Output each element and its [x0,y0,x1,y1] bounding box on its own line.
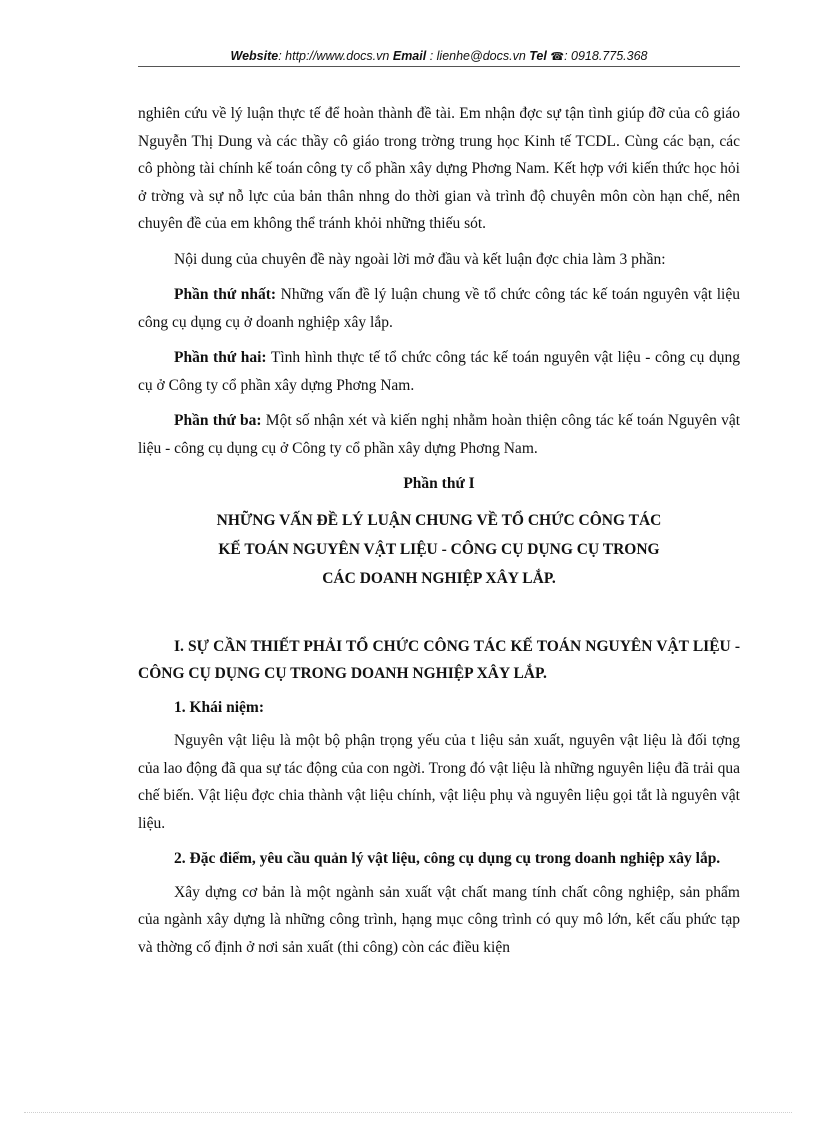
part-three-paragraph [138,407,740,462]
part-three-text: Một số nhận xét và kiến nghị nhằm hoàn thiện công tác kế toán Nguyên vật liệu - công cụ dụng cụ ở Công ty cổ phần xây dựng Phơng Nam. [138,412,741,457]
email-label: Email [392,49,427,63]
part-heading: Phần thứ I [403,475,475,492]
page-header [138,47,740,66]
phone-icon: ☎ [550,51,565,63]
part-two-text: Tình hình thực tế tổ chức công tác kế toán nguyên vật liệu - công cụ dụng cụ ở Công ty cổ phần xây dựng Phơng Nam. [138,349,740,394]
part-one-label: Phần thứ nhất: [174,286,277,303]
chapter-title-line-1: NHỮNG VẤN ĐỀ LÝ LUẬN CHUNG VỀ TỔ CHỨC CÔNG TÁC [216,511,662,529]
section-spacer [138,593,740,633]
subsection-two-paragraph: Xây dựng cơ bản là một ngành sản xuất vật chất mang tính chất công nghiệp, sản phẩm của ngành xây dựng là những công trình, hạng mục công trình có quy mô lớn, kết cấu phức tạp và thờng cố định ở nơi sản xuất (thi công) còn các điều kiện [138,883,740,956]
part-one-text: Những vấn đề lý luận chung về tổ chức công tác kế toán nguyên vật liệu công cụ dụng cụ ở doanh nghiệp xây lắp. [138,286,740,331]
tel-value: : 0918.775.368 [564,49,648,63]
part-one-paragraph [138,281,740,336]
subsection-two-title: 2. Đặc điểm, yêu cầu quản lý vật liệu, công cụ dụng cụ trong doanh nghiệp xây lắp. [174,850,721,867]
chapter-title-line-3: CÁC DOANH NGHIỆP XÂY LẮP. [322,569,556,587]
content-overview-paragraph: Nội dung của chuyên đề này ngoài lời mở đầu và kết luận đợc chia làm 3 phần: [174,250,666,268]
subsection-one-title: 1. Khái niệm: [174,698,264,716]
chapter-title-line-2: KẾ TOÁN NGUYÊN VẬT LIỆU - CÔNG CỤ DỤNG CỤ TRONG [218,540,660,558]
website-value[interactable]: : http://www.docs.vn [278,49,390,63]
header-divider [138,66,740,67]
document-body [138,100,740,969]
part-two-paragraph [138,344,740,399]
subsection-one-paragraph: Nguyên vật liệu là một bộ phận trọng yếu của t liệu sản xuất, nguyên vật liệu là đối tợng của lao động đã qua sự tác động của con ngời. Trong đó vật liệu là những nguyên liệu đã trải qua chế biến. Vật liệu đợc chia thành vật liệu chính, vật liệu phụ và nguyên liệu gọi tắt là nguyên vật liệu. [138,732,740,832]
website-label: Website [230,49,279,63]
section-one-title: I. SỰ CẦN THIẾT PHẢI TỔ CHỨC CÔNG TÁC KẾ TOÁN NGUYÊN VẬT LIỆU - CÔNG CỤ DỤNG CỤ TRONG DOANH NGHIỆP XÂY LẮP. [138,637,740,682]
part-three-label: Phần thứ ba: [174,412,262,429]
part-two-label: Phần thứ hai: [174,349,267,366]
intro-paragraph: nghiên cứu về lý luận thực tế để hoàn thành đề tài. Em nhận đợc sự tận tình giúp đỡ của cô giáo Nguyễn Thị Dung và các thầy cô giáo trong trờng trung học Kinh tế TCDL. Cùng các bạn, các cô phòng tài chính kế toán công ty cổ phần xây dựng Phơng Nam. Kết hợp với kiến thức học hỏi ở trờng và sự nỗ lực của bản thân nhng do thời gian và trình độ chuyên môn còn hạn chế, nên chuyên đề của em không thể tránh khỏi những thiếu sót. [138,105,740,232]
tel-label: Tel [529,49,547,63]
email-value[interactable]: : lienhe@docs.vn [429,49,526,63]
footer-divider [24,1112,792,1113]
